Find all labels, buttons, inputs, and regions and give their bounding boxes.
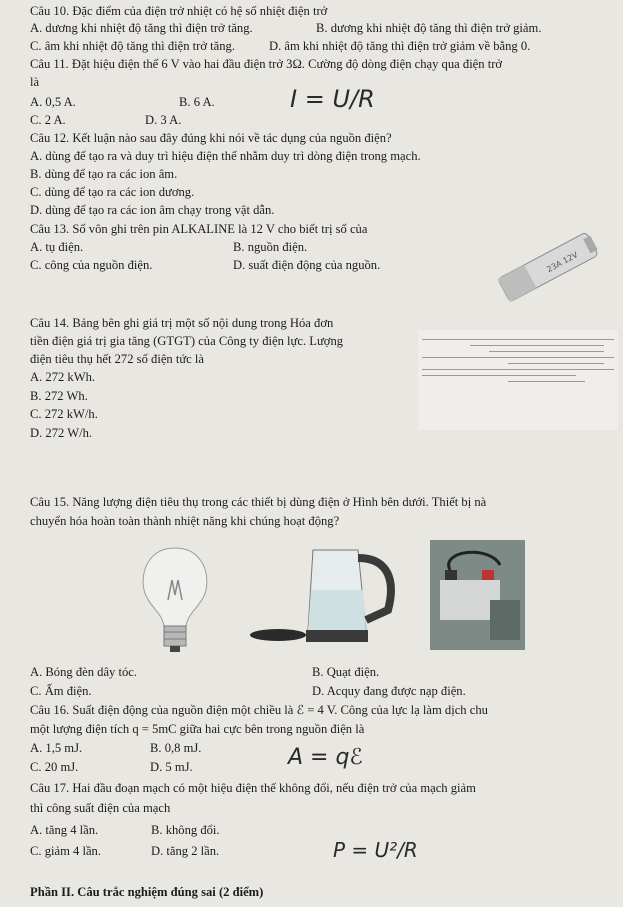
electricity-bill-image (418, 330, 618, 430)
q16-option-a[interactable]: A. 1,5 mJ. (30, 741, 83, 755)
q11-option-d[interactable]: D. 3 A. (145, 113, 182, 127)
q11-option-c[interactable]: C. 2 A. (30, 113, 66, 127)
q15-stem-cont: chuyển hóa hoàn toàn thành nhiệt năng khi chúng hoạt động? (30, 514, 340, 528)
q11-option-b[interactable]: B. 6 A. (179, 95, 215, 109)
q12-option-c[interactable]: C. dùng để tạo ra các ion dương. (30, 185, 195, 199)
q16-stem-cont: một lượng điện tích q = 5mC giữa hai cực bên trong nguồn điện là (30, 722, 365, 736)
battery-image (488, 232, 608, 302)
q12-option-a[interactable]: A. dùng để tạo ra và duy trì hiệu điện thế nhằm duy trì dòng điện trong mạch. (30, 149, 421, 163)
q13-option-d[interactable]: D. suất điện động của nguồn. (233, 258, 381, 272)
q13-option-b[interactable]: B. nguồn điện. (233, 240, 308, 254)
q17-option-c[interactable]: C. giảm 4 lần. (30, 844, 102, 858)
q14-stem-cont: tiền điện giá trị gia tăng (GTGT) của Công ty điện lực. Lượng (30, 334, 344, 348)
q14-option-c[interactable]: C. 272 kW/h. (30, 407, 98, 421)
q12-option-d[interactable]: D. dùng để tạo ra các ion âm chạy trong vật dẫn. (30, 203, 275, 217)
q13-option-c[interactable]: C. công của nguồn điện. (30, 258, 153, 272)
q14-stem: Câu 14. Bảng bên ghi giá trị một số nội dung trong Hóa đơn (30, 316, 334, 330)
q14-option-b[interactable]: B. 272 Wh. (30, 389, 88, 403)
q14-option-d[interactable]: D. 272 W/h. (30, 426, 93, 440)
q17-option-b[interactable]: B. không đổi. (151, 823, 220, 837)
q16-option-b[interactable]: B. 0,8 mJ. (150, 741, 202, 755)
q13-stem: Câu 13. Số vôn ghi trên pin ALKALINE là 12 V cho biết trị số của (30, 222, 368, 236)
car-battery-image (430, 540, 525, 650)
q11-option-a[interactable]: A. 0,5 A. (30, 95, 76, 109)
q15-option-a[interactable]: A. Bóng đèn dây tóc. (30, 665, 138, 679)
q15-stem: Câu 15. Năng lượng điện tiêu thụ trong các thiết bị dùng điện ở Hình bên dưới. Thiết bị nà (30, 495, 487, 509)
q15-option-c[interactable]: C. Ấm điện. (30, 684, 92, 698)
q14-stem-cont2: điện tiêu thụ hết 272 số điện tức là (30, 352, 205, 366)
light-bulb-icon (130, 540, 220, 660)
q12-option-b[interactable]: B. dùng để tạo ra các ion âm. (30, 167, 178, 181)
battery-cylinder-icon (488, 232, 608, 302)
q17-handwritten-note: P = U²/R (333, 838, 418, 862)
q14-option-a[interactable]: A. 272 kWh. (30, 370, 96, 384)
car-battery-charging-icon (430, 540, 525, 650)
q12-stem: Câu 12. Kết luận nào sau đây đúng khi nói về tác dụng của nguồn điện? (30, 131, 392, 145)
q10-option-d[interactable]: D. âm khi nhiệt độ tăng thì điện trở giảm về bằng 0. (269, 39, 531, 53)
q11-stem: Câu 11. Đặt hiệu điện thế 6 V vào hai đầu điện trở 3Ω. Cường độ dòng điện chạy qua điện trở (30, 57, 503, 71)
q16-stem: Câu 16. Suất điện động của nguồn điện một chiều là ℰ = 4 V. Công của lực lạ làm dịch chu (30, 703, 488, 717)
q16-option-c[interactable]: C. 20 mJ. (30, 760, 79, 774)
q15-option-d[interactable]: D. Acquy đang được nạp điện. (312, 684, 466, 698)
q11-handwritten-note: I = U/R (290, 85, 375, 113)
q10-stem: Câu 10. Đặc điểm của điện trở nhiệt có hệ số nhiệt điện trở (30, 4, 328, 18)
q10-option-c[interactable]: C. âm khi nhiệt độ tăng thì điện trở tăng. (30, 39, 235, 53)
q16-handwritten-note: A = qℰ (288, 745, 363, 770)
q17-option-a[interactable]: A. tăng 4 lần. (30, 823, 99, 837)
q10-option-a[interactable]: A. dương khi nhiệt độ tăng thì điện trở tăng. (30, 21, 253, 35)
section-heading: Phần II. Câu trắc nghiệm đúng sai (2 điểm) (30, 885, 264, 899)
electric-kettle-icon (238, 540, 423, 650)
battery-label: 23A 12V (545, 250, 580, 275)
q17-option-d[interactable]: D. tăng 2 lần. (151, 844, 220, 858)
q16-option-d[interactable]: D. 5 mJ. (150, 760, 193, 774)
q17-stem-cont: thì công suất điện của mạch (30, 801, 171, 815)
q17-stem: Câu 17. Hai đầu đoạn mạch có một hiệu điện thế không đổi, nếu điện trở của mạch giảm (30, 781, 476, 795)
light-bulb-image (130, 540, 220, 660)
q10-option-b[interactable]: B. dương khi nhiệt độ tăng thì điện trở giảm. (316, 21, 542, 35)
q11-stem-cont: là (30, 75, 40, 89)
electric-kettle-image (238, 540, 423, 650)
q15-option-b[interactable]: B. Quạt điện. (312, 665, 380, 679)
q13-option-a[interactable]: A. tụ điện. (30, 240, 84, 254)
